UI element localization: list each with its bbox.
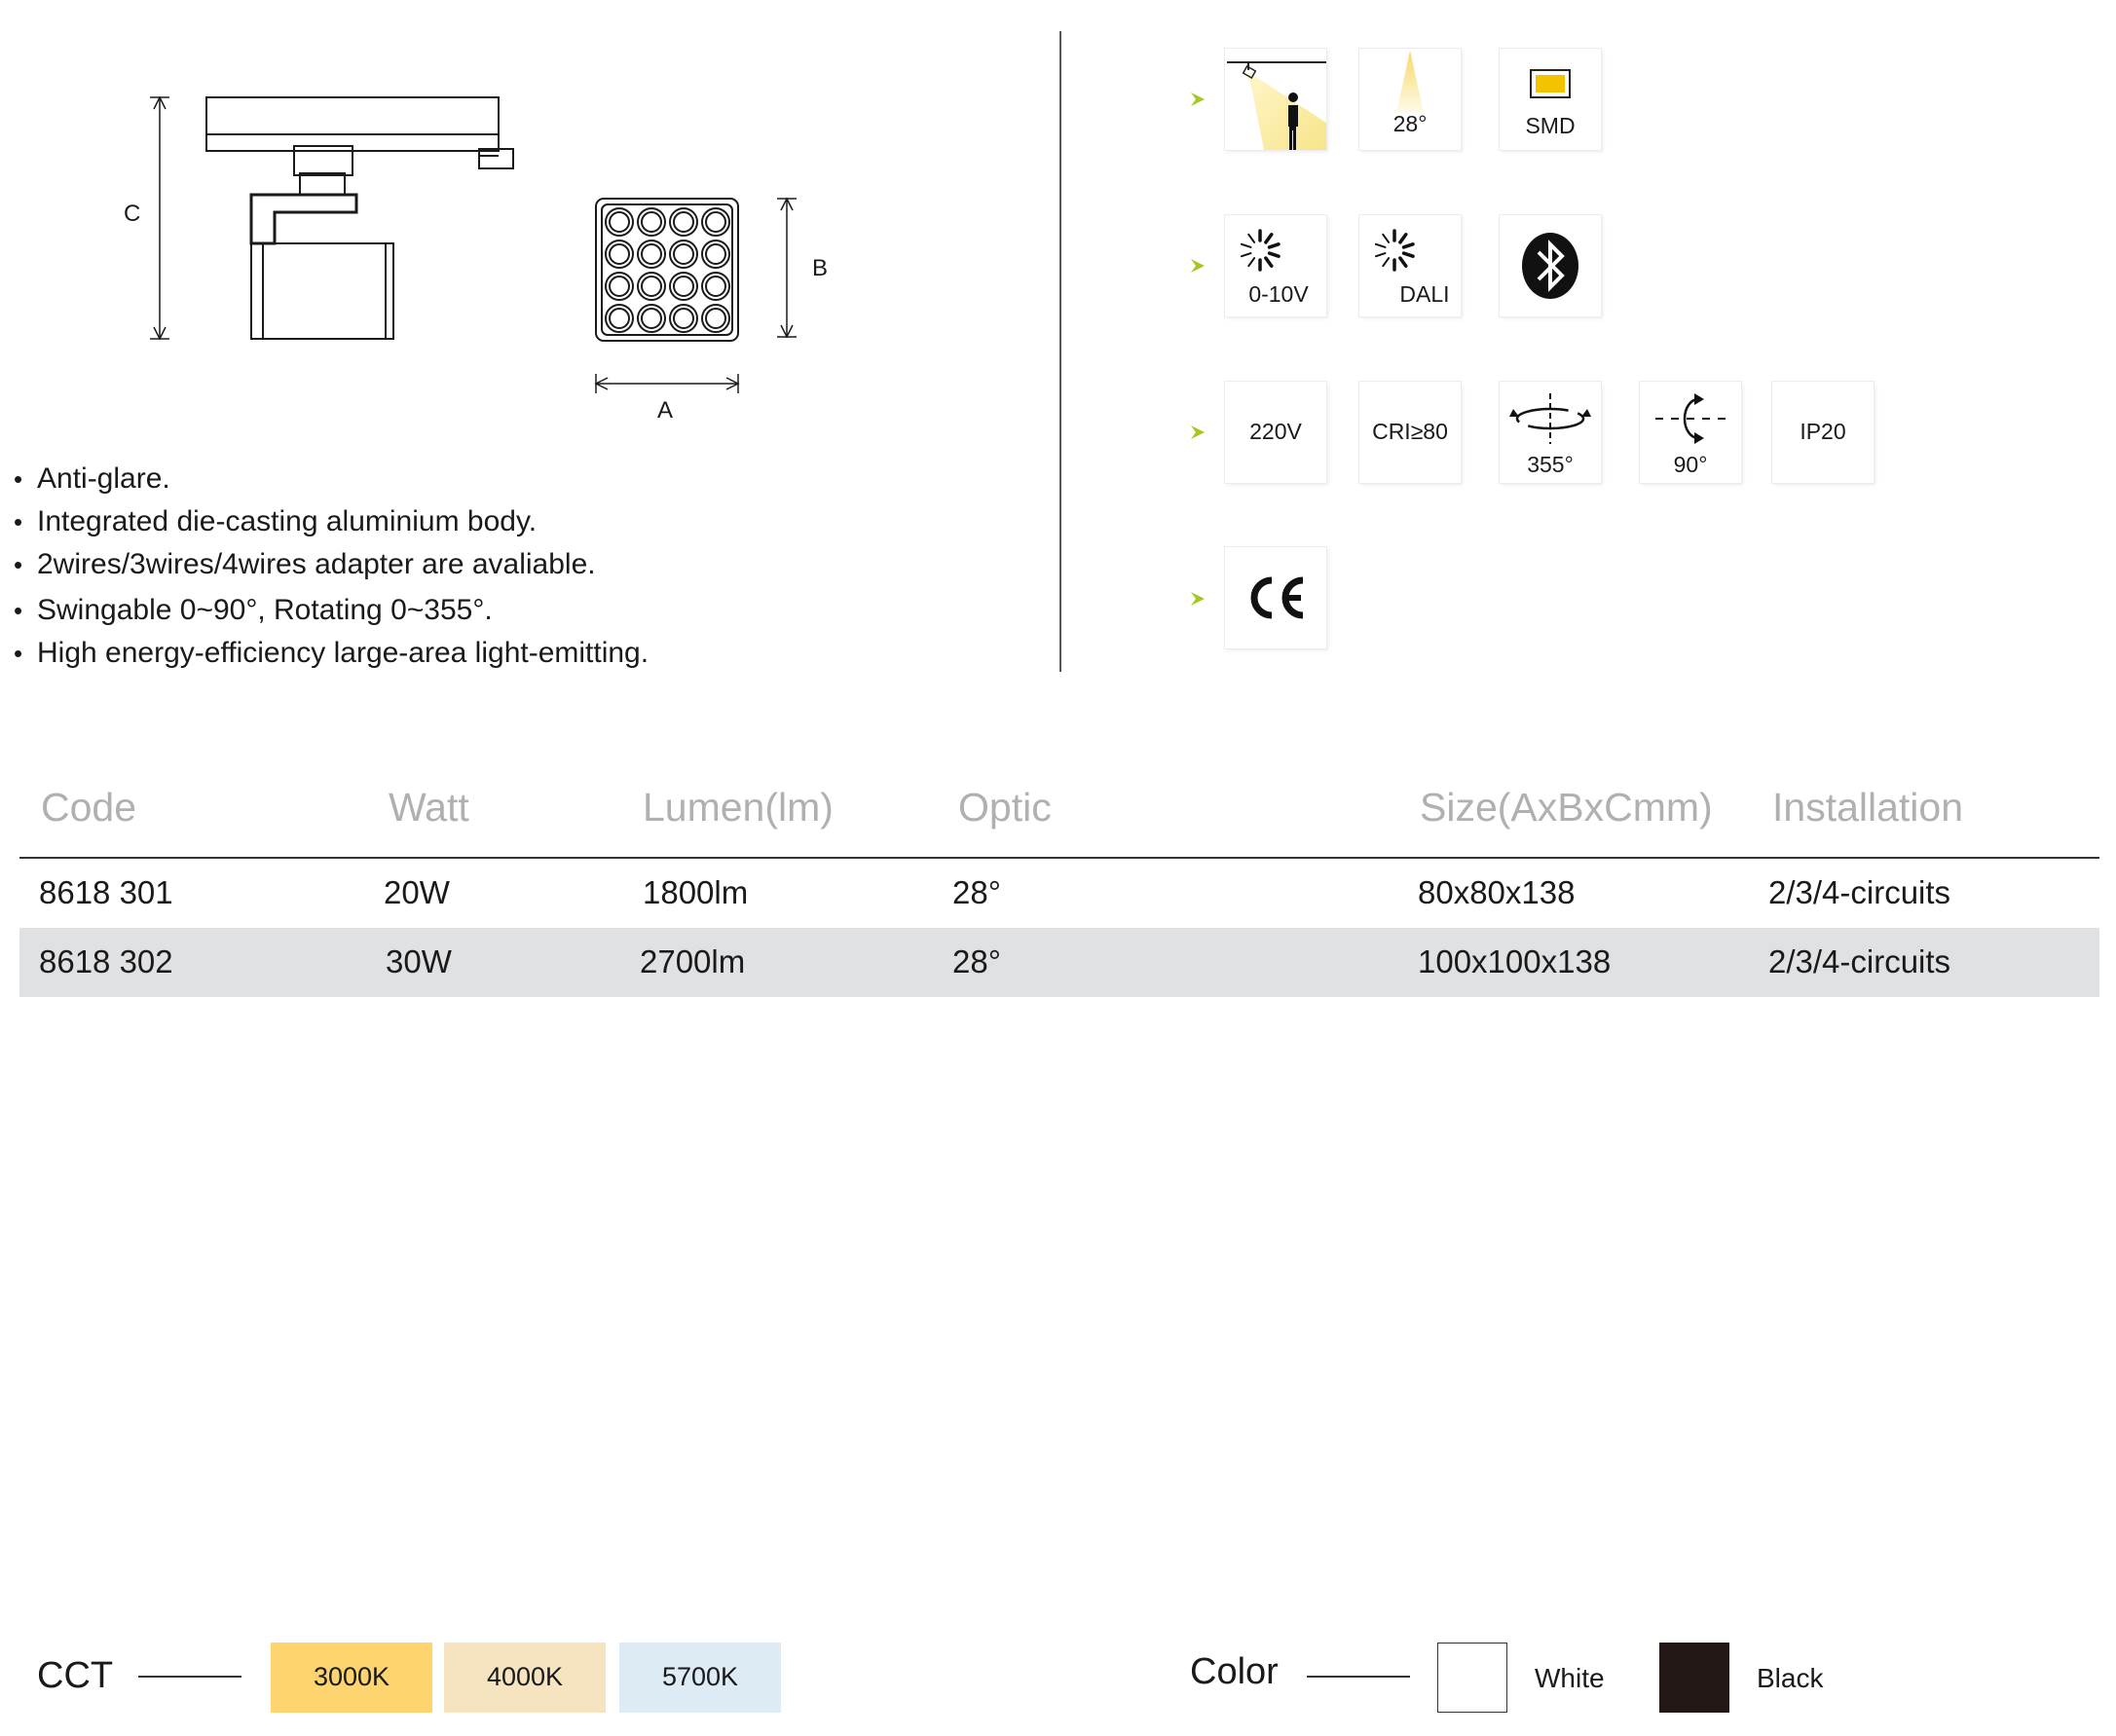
cell-lumen: 2700lm: [640, 943, 746, 979]
vertical-divider: [1059, 31, 1061, 672]
cell-watt: 20W: [384, 874, 450, 910]
spinner-tick: [1404, 244, 1414, 247]
spec-table: [19, 775, 2099, 997]
feature-item: • Swingable 0~90°, Rotating 0~355°.: [14, 594, 493, 626]
color-name-black: Black: [1757, 1663, 1824, 1693]
header-installation: Installation: [1772, 785, 1964, 830]
feature-item: • 2wires/3wires/4wires adapter are avaliable.: [14, 548, 596, 580]
lens-ring: [706, 277, 725, 296]
spinner-tick: [1383, 258, 1389, 266]
smd-label: SMD: [1525, 113, 1576, 138]
cri-label: CRI≥80: [1372, 419, 1448, 444]
cct-swatch-5700k: 5700K: [619, 1643, 781, 1713]
lens-ring: [642, 277, 661, 296]
feature-list: [14, 458, 649, 675]
row-bullet-icon: [1189, 91, 1206, 108]
lens-ring: [610, 309, 629, 328]
table-row: [19, 928, 2099, 997]
spinner-tick: [1248, 258, 1254, 266]
header-code: Code: [41, 785, 137, 830]
cell-code: 8618 301: [39, 874, 173, 910]
cell-optic: 28°: [952, 874, 1001, 910]
beam-angle-label: 28°: [1392, 111, 1428, 136]
side-view: [150, 97, 513, 339]
spinner-tick: [1376, 253, 1386, 256]
lens-ring: [706, 212, 725, 232]
cell-installation: 2/3/4-circuits: [1768, 943, 1951, 979]
cell-watt: 30W: [386, 943, 452, 979]
smd-chip-icon: [1500, 49, 1601, 150]
row-bullet-icon: [1189, 424, 1206, 441]
spinner-tick: [1266, 258, 1272, 266]
spinner-tick: [1270, 253, 1280, 256]
cct-leader-line: [138, 1676, 241, 1678]
row-bullet-icon: [1189, 590, 1206, 608]
cct-swatch-3000k: 3000K: [271, 1643, 432, 1713]
header-watt: Watt: [389, 785, 469, 830]
cell-size: 100x100x138: [1418, 943, 1612, 979]
color-name-white: White: [1535, 1663, 1605, 1693]
dimension-label-b: B: [812, 255, 829, 281]
lens-ring: [706, 244, 725, 264]
voltage-icon: [1225, 382, 1326, 483]
voltage-label: 220V: [1249, 419, 1302, 444]
spinner-tick: [1242, 253, 1251, 256]
table-header: [19, 775, 2099, 859]
dimension-label-c: C: [124, 201, 141, 227]
feature-item: • High energy-efficiency large-area light-emitting.: [14, 637, 650, 669]
spinner-tick: [1404, 253, 1414, 256]
spinner-tick: [1400, 235, 1406, 242]
feature-item: • Integrated die-casting aluminium body.: [14, 505, 538, 537]
rotate-label: 355°: [1527, 452, 1574, 477]
spinner-tick: [1270, 244, 1280, 247]
cri-icon: [1359, 382, 1461, 483]
dimming-0-10v-label: 0-10V: [1248, 281, 1309, 307]
row-bullet-icon: [1189, 257, 1206, 275]
color-swatch-white: [1437, 1643, 1507, 1713]
ce-mark-icon: [1225, 547, 1326, 648]
table-row: [19, 859, 2099, 928]
cell-lumen: 1800lm: [643, 874, 749, 910]
color-leader-line: [1307, 1676, 1410, 1678]
spinner-tick: [1383, 235, 1389, 242]
lens-ring: [642, 309, 661, 328]
cell-code: 8618 302: [39, 943, 173, 979]
lens-ring: [610, 277, 629, 296]
cell-optic: 28°: [952, 943, 1001, 979]
color-label: Color: [1190, 1651, 1279, 1692]
lens-ring: [674, 244, 693, 264]
track-spot-icon: [1225, 49, 1326, 150]
ip-rating-label: IP20: [1800, 419, 1846, 444]
header-size: Size(AxBxCmm): [1420, 785, 1713, 830]
tilt-label: 90°: [1673, 452, 1708, 477]
spinner-tick: [1266, 235, 1272, 242]
rotate-icon: [1500, 382, 1601, 483]
header-optic: Optic: [958, 785, 1052, 830]
front-view: [596, 199, 797, 393]
spinner-tick: [1242, 244, 1251, 247]
dimension-label-a: A: [657, 397, 674, 424]
beam-angle-icon: [1359, 49, 1461, 150]
lens-ring: [610, 212, 629, 232]
cell-installation: 2/3/4-circuits: [1768, 874, 1951, 910]
header-lumen: Lumen(lm): [643, 785, 834, 830]
cct-label: CCT: [37, 1655, 114, 1696]
dali-label: DALI: [1399, 281, 1450, 307]
spinner-tick: [1376, 244, 1386, 247]
lens-ring: [642, 212, 661, 232]
spinner-tick: [1400, 258, 1406, 266]
dali-icon: [1359, 215, 1461, 316]
dimension-drawing: [0, 0, 1061, 458]
spinner-tick: [1248, 235, 1254, 242]
lens-ring: [674, 309, 693, 328]
ip-rating-icon: [1772, 382, 1874, 483]
cct-swatch-4000k: 4000K: [444, 1643, 606, 1713]
technical-drawing: [0, 0, 1061, 458]
lens-ring: [610, 244, 629, 264]
feature-item: • Anti-glare.: [14, 462, 170, 495]
cell-size: 80x80x138: [1418, 874, 1576, 910]
tilt-icon: [1640, 382, 1741, 483]
lens-ring: [674, 277, 693, 296]
dimming-0-10v-icon: [1225, 215, 1326, 316]
lens-ring: [642, 244, 661, 264]
bluetooth-icon: [1500, 215, 1601, 316]
lens-ring: [706, 309, 725, 328]
color-swatch-black: [1659, 1643, 1729, 1713]
lens-ring: [674, 212, 693, 232]
